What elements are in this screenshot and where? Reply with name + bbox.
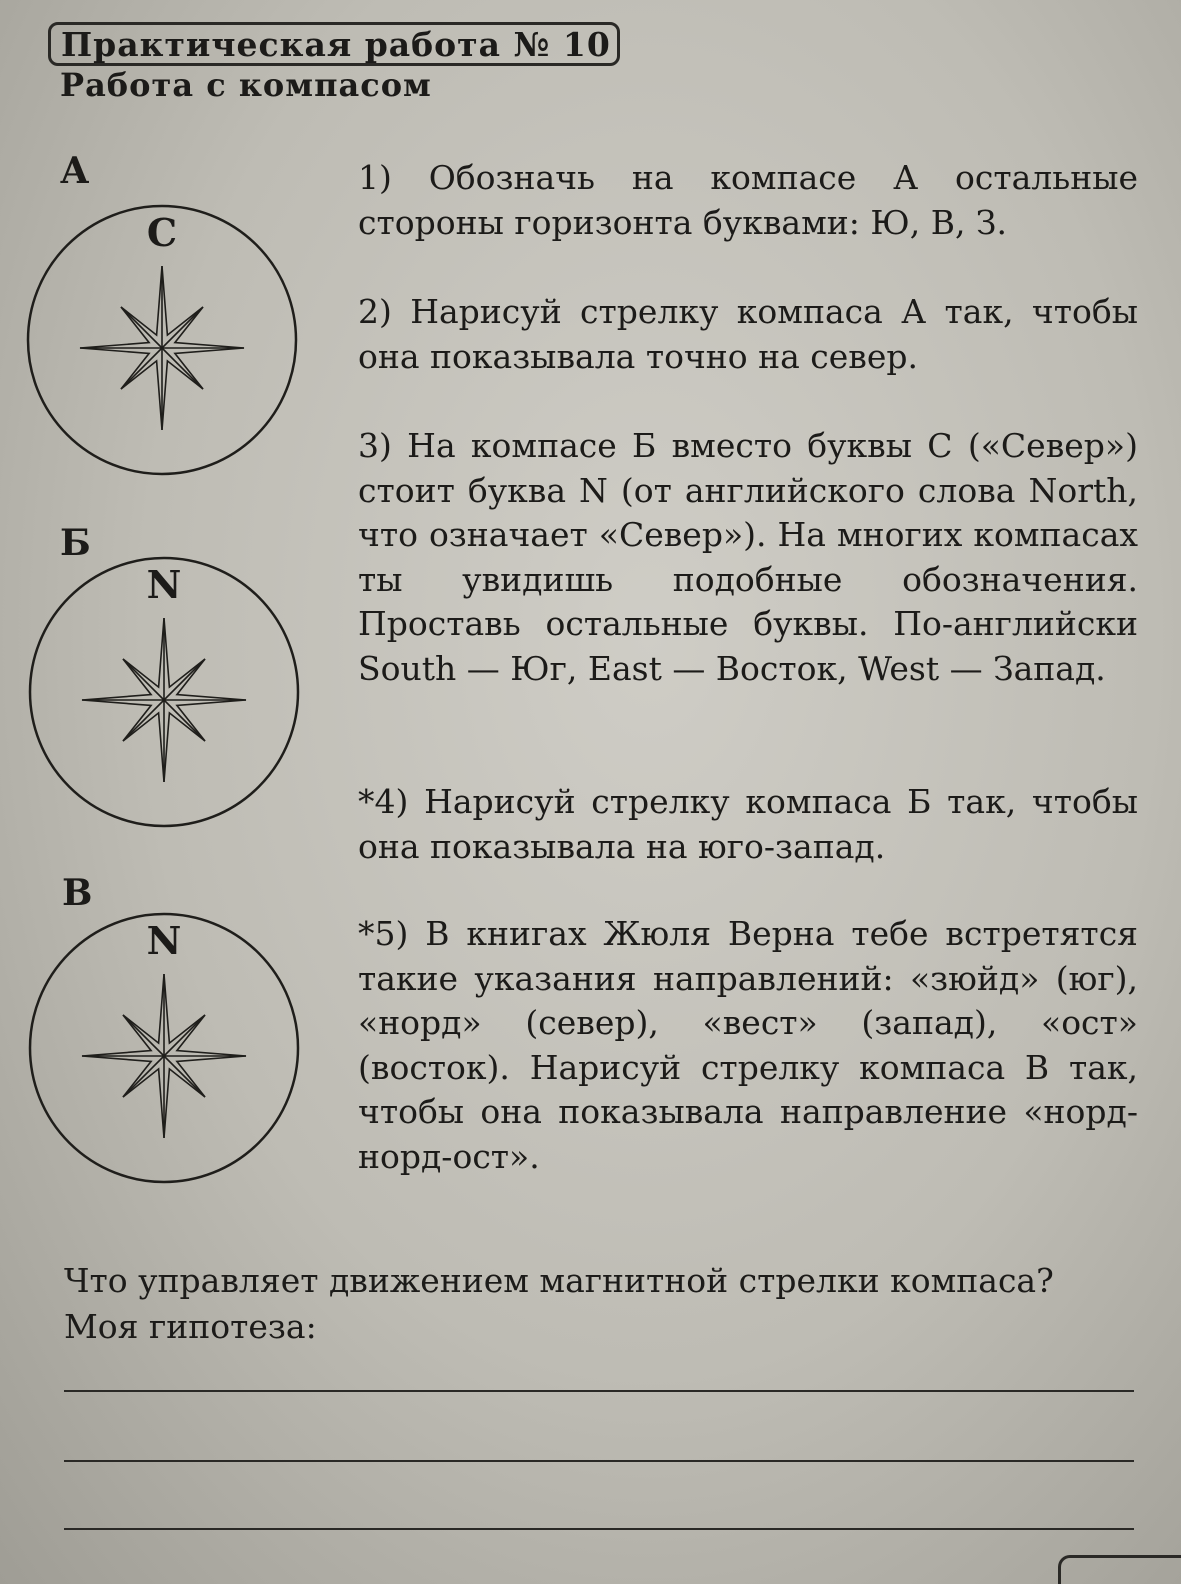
hypothesis-question: Что управляет движением магнитной стрелки компаса? Моя гипотеза: — [64, 1261, 1054, 1346]
compass-rose-ray — [164, 1056, 205, 1097]
compass-rose-ray — [164, 700, 205, 741]
compass-rose-ray — [164, 659, 205, 700]
task-2: 2) Нарисуй стрелку компаса А так, чтобы она показывала точно на север. — [358, 292, 1138, 376]
compass-b-north-label: N — [146, 562, 182, 607]
compass-c-north-label: N — [146, 918, 182, 963]
answer-line-2[interactable] — [64, 1460, 1134, 1462]
compass-rose-ray — [164, 1015, 205, 1056]
compass-rose-ray — [123, 659, 164, 700]
compass-b[interactable] — [24, 552, 304, 832]
answer-line-3[interactable] — [64, 1528, 1134, 1530]
compass-a-letter: А — [60, 150, 90, 192]
task-4: *4) Нарисуй стрелку компаса Б так, чтобы она показывала на юго-запад. — [358, 782, 1138, 866]
compass-rose-ray — [162, 348, 203, 389]
compass-rose-ray — [123, 1015, 164, 1056]
title-frame — [48, 22, 620, 66]
task-5: *5) В книгах Жюля Верна тебе встретятся такие указания направлений: «зюйд» (юг), «норд» (север), «вест» (запад), «ост» (восток). Нарисуй стрелку компаса В так, чтобы она показывала направление «норд-норд-ост». — [358, 914, 1138, 1176]
compass-rose-ray — [123, 700, 164, 741]
task-3: 3) На компасе Б вместо буквы С («Север») стоит буква N (от английского слова North, что означает «Север»). На многих компасах ты увидишь подобные обозначения. Проставь остальные буквы. По-английски South — Юг, East — Восток, West — Запад. — [358, 426, 1138, 688]
compass-c-letter: В — [62, 872, 93, 914]
compass-rose-ray — [123, 1056, 164, 1097]
compass-a[interactable] — [22, 200, 302, 480]
compass-c[interactable] — [24, 908, 304, 1188]
task-1: 1) Обозначь на компасе А остальные стороны горизонта буквами: Ю, В, З. — [358, 158, 1138, 242]
compass-a-north-label: С — [146, 210, 178, 255]
compass-rose-ray — [162, 307, 203, 348]
compass-rose-ray — [121, 307, 162, 348]
compass-b-letter: Б — [60, 522, 91, 564]
page-title: Практическая работа № 10 — [61, 25, 611, 64]
compass-rose-ray — [121, 348, 162, 389]
page-subtitle: Работа с компасом — [60, 66, 432, 104]
page-number-tab — [1058, 1555, 1181, 1584]
answer-line-1[interactable] — [64, 1390, 1134, 1392]
